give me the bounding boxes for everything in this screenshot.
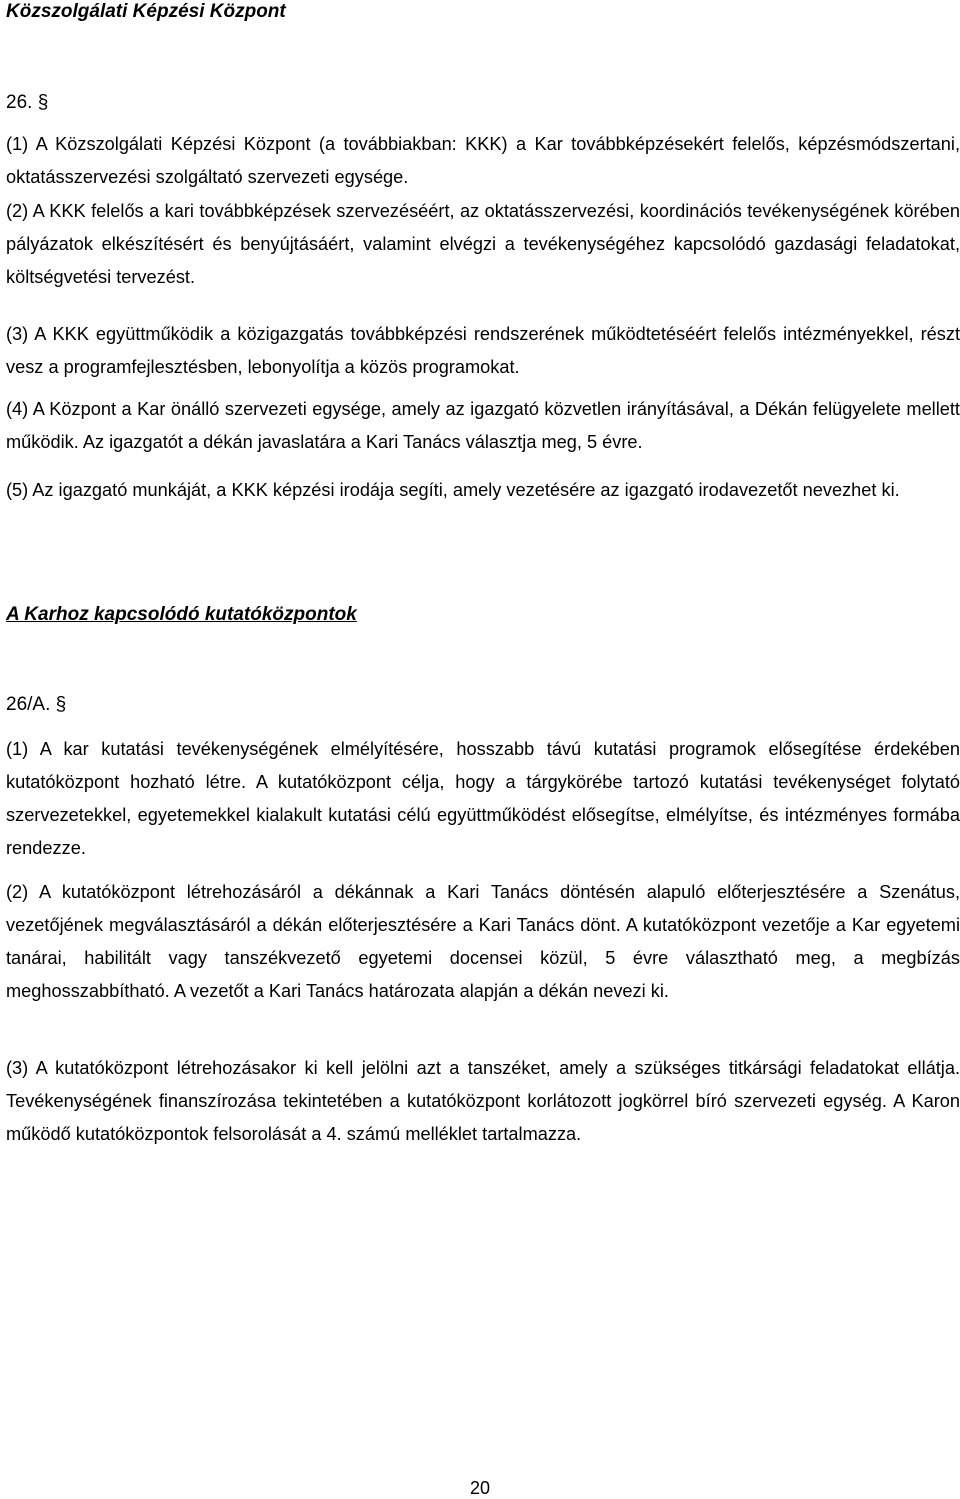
research-centers-heading: A Karhoz kapcsolódó kutatóközpontok <box>6 604 357 625</box>
paragraph-26a-3: (3) A kutatóközpont létrehozásakor ki kell jelölni azt a tanszéket, amely a szükséges titkársági feladatokat ellátja. Tevékenységének finanszírozása tekintetében a kutatóközpont korlátozott jogkörrel bíró szervezeti egység. A Karon működő kutatóközpontok felsorolását a 4. számú melléklet tartalmazza. <box>6 1058 960 1144</box>
paragraph-26-5: (5) Az igazgató munkáját, a KKK képzési irodája segíti, amely vezetésére az igazgató irodavezetőt nevezhet ki. <box>6 480 900 500</box>
page-number: 20 <box>469 1478 491 1498</box>
section-number-26a: 26/A. § <box>6 694 67 715</box>
paragraph-26a-2: (2) A kutatóközpont létrehozásáról a dékánnak a Kari Tanács döntésén alapuló előterjesztésére a Szenátus, vezetőjének megválasztásáról a dékán előterjesztésére a Kari Tanács dönt. A kutatóközpont vezetője a Kar egyetemi tanárai, habilitált vagy tanszékvezető egyetemi docensei közül, 5 évre választható meg, a megbízás meghosszabbítható. A vezetőt a Kari Tanács határozata alapján a dékán nevezi ki. <box>6 882 960 1001</box>
section-heading-kkk: Közszolgálati Képzési Központ <box>6 1 286 22</box>
paragraph-26-4: (4) A Központ a Kar önálló szervezeti egysége, amely az igazgató közvetlen irányításával, a Dékán felügyelete mellett működik. Az igazgatót a dékán javaslatára a Kari Tanács választja meg, 5 évre. <box>6 399 960 452</box>
paragraph-26-3: (3) A KKK együttműködik a közigazgatás továbbképzési rendszerének működtetéséért felelős intézményekkel, részt vesz a programfejlesztésben, lebonyolítja a közös programokat. <box>6 324 960 377</box>
section-number-26: 26. § <box>6 92 49 113</box>
paragraph-26-2: (2) A KKK felelős a kari továbbképzések szervezéséért, az oktatásszervezési, koordinációs tevékenységének körében pályázatok elkészítésért és benyújtásáért, valamint elvégzi a tevékenységéhez kapcsolódó gazdasági feladatokat, költségvetési tervezést. <box>6 201 960 287</box>
paragraph-26a-1: (1) A kar kutatási tevékenységének elmélyítésére, hosszabb távú kutatási programok elősegítése érdekében kutatóközpont hozható létre. A kutatóközpont célja, hogy a tárgykörébe tartozó kutatási tevékenységet folytató szervezetekkel, egyetemekkel kialakult kutatási célú együttműködést elősegítse, elmélyítse, és intézményes formába rendezze. <box>6 739 960 858</box>
paragraph-26-1: (1) A Közszolgálati Képzési Központ (a továbbiakban: KKK) a Kar továbbképzésekért felelős, képzésmódszertani, oktatásszervezési szolgáltató szervezeti egysége. <box>6 134 960 187</box>
